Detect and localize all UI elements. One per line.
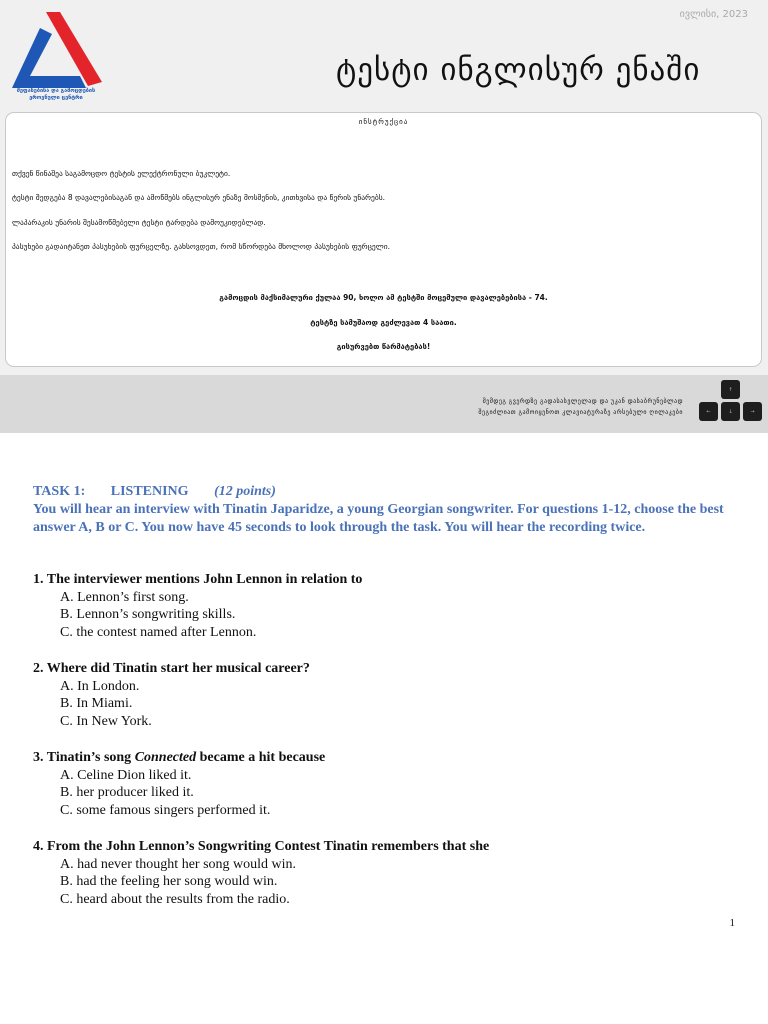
navigation-note-line: შეგიძლიათ გამოიყენოთ კლავიატურაზე არსებული ღილაკები — [478, 409, 683, 416]
question-stem — [33, 749, 325, 767]
task-header — [33, 483, 738, 537]
instruction-line: ტესტი შედგება 8 დავალებისაგან და ამოწმებს ინგლისურ ენაზე მოსმენის, კითხვისა და წერის უნარებს. — [12, 193, 386, 202]
instruction-line: ლაპარაკის უნარის შესამოწმებელი ტესტი ტარდება დამოუკიდებლად. — [12, 218, 266, 227]
instructions-box — [5, 112, 762, 367]
answer-option: C. the contest named after Lennon. — [60, 624, 257, 640]
answer-option: A. Lennon’s first song. — [60, 589, 189, 605]
question-number: 4. — [33, 839, 44, 854]
instruction-bold-line: გამოცდის მაქსიმალური ქულაა 90, ხოლო ამ ტესტში მოცემული დავალებებისა - 74. — [219, 293, 548, 302]
question-number: 2. — [33, 661, 44, 676]
answer-option: B. Lennon’s songwriting skills. — [60, 607, 236, 622]
header-banner — [0, 0, 768, 375]
page-title: ტესტი ინგლისურ ენაში — [336, 52, 701, 88]
instruction-line: პასუხები გადაიტანეთ პასუხების ფურცელზე. გახსოვდეთ, რომ სწორდება მხოლოდ პასუხების ფურცელი. — [12, 242, 390, 251]
question-3 — [33, 749, 325, 819]
task-description: You will hear an interview with Tinatin Japaridze, a young Georgian songwriter. For questions 1-12, choose the best answer A, B or C. You now have 45 seconds to look through the task. You will hear the recording twice. — [33, 502, 724, 535]
question-4 — [33, 838, 489, 908]
instruction-bold-line: გისურვებთ წარმატებას! — [336, 342, 431, 351]
instruction-bold-line: ტესტზე სამუშაოდ გეძლევათ 4 საათი. — [310, 318, 457, 327]
answer-option: C. some famous singers performed it. — [60, 802, 271, 818]
answer-option: A. In London. — [60, 678, 140, 694]
task-points: (12 points) — [214, 484, 276, 499]
instructions-heading: ინსტრუქცია — [358, 118, 409, 126]
question-2 — [33, 660, 310, 730]
arrow-right-key-icon[interactable]: → — [743, 402, 762, 421]
question-stem — [33, 571, 362, 589]
logo-caption-line: ეროვნული ცენტრი — [29, 95, 83, 101]
question-number: 1. — [33, 572, 44, 587]
exam-date: ივლისი, 2023 — [679, 9, 748, 20]
answer-option: C. heard about the results from the radio. — [60, 891, 290, 907]
navigation-note — [478, 396, 683, 418]
song-title: Connected — [134, 750, 197, 765]
answer-option: B. her producer liked it. — [60, 785, 194, 800]
question-number: 3. — [33, 750, 44, 765]
answer-option: A. Celine Dion liked it. — [60, 767, 192, 783]
question-1 — [33, 571, 362, 641]
question-stem — [33, 660, 310, 678]
arrow-left-key-icon[interactable]: ← — [699, 402, 718, 421]
question-text: The interviewer mentions John Lennon in relation to — [46, 572, 363, 587]
page-number: 1 — [729, 917, 735, 929]
answer-option: B. In Miami. — [60, 696, 133, 711]
answer-option: B. had the feeling her song would win. — [60, 874, 278, 889]
logo-caption — [8, 88, 104, 102]
question-text: Tinatin’s song — [46, 750, 135, 765]
instruction-line: თქვენ წინაშეა საგამოცდო ტესტის ელექტრონული ბუკლეტი. — [12, 169, 231, 178]
logo-caption-line: შეფასებისა და გამოცდების — [16, 88, 96, 94]
answer-option: A. had never thought her song would win. — [60, 856, 297, 872]
task-name: LISTENING — [110, 484, 189, 499]
answer-option: C. In New York. — [60, 713, 152, 729]
arrow-up-key-icon[interactable]: ↑ — [721, 380, 740, 399]
question-text: became a hit because — [196, 750, 326, 765]
arrow-down-key-icon[interactable]: ↓ — [721, 402, 740, 421]
navigation-note-line: შემდეგ გვერდზე გადასასვლელად და უკან დასაბრუნებლად — [482, 398, 683, 405]
question-text: From the John Lennon’s Songwriting Contest Tinatin remembers that she — [47, 839, 490, 854]
task-label: TASK 1: — [33, 484, 86, 499]
question-text: Where did Tinatin start her musical career? — [46, 661, 310, 676]
question-stem — [33, 838, 489, 856]
